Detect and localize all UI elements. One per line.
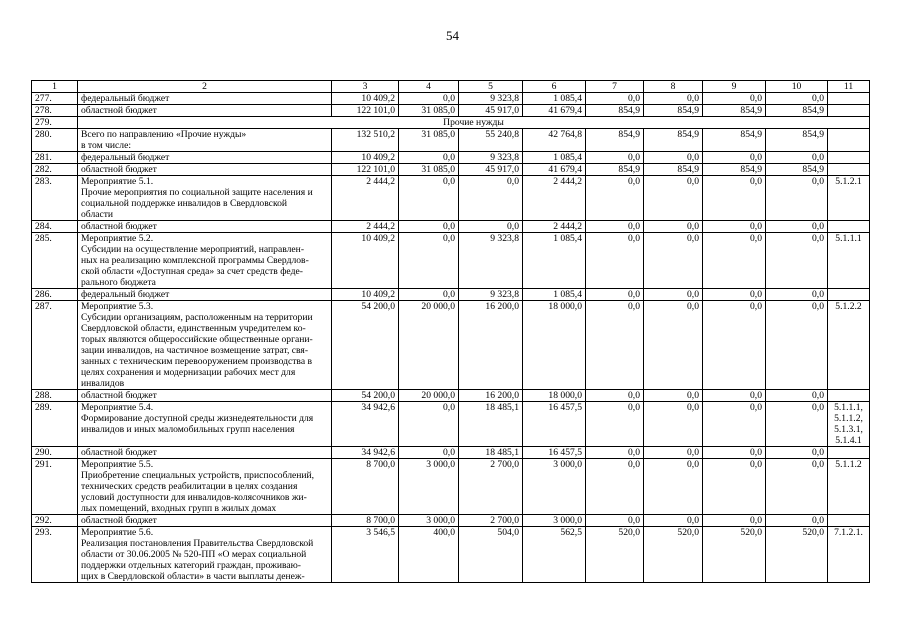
- value-cell: 0,0: [586, 459, 644, 515]
- value-cell: 31 085,0: [399, 164, 459, 176]
- value-cell: 0,0: [703, 221, 766, 233]
- table-row: [32, 515, 870, 527]
- header-cell: 7: [586, 81, 644, 93]
- value-cell: 2 444,2: [523, 176, 586, 221]
- value-cell: 520,0: [586, 527, 644, 583]
- value-cell: 0,0: [703, 93, 766, 105]
- value-cell: 9 323,8: [459, 152, 523, 164]
- target-code: 5.1.1.2: [828, 459, 870, 515]
- target-code: [828, 447, 870, 459]
- value-cell: 31 085,0: [399, 105, 459, 117]
- value-cell: 0,0: [644, 459, 703, 515]
- value-cell: 41 679,4: [523, 164, 586, 176]
- row-number: 293.: [32, 527, 78, 583]
- table-row: [32, 164, 870, 176]
- value-cell: 854,9: [644, 105, 703, 117]
- row-number: 289.: [32, 402, 78, 447]
- value-cell: 0,0: [459, 221, 523, 233]
- value-cell: 2 444,2: [523, 221, 586, 233]
- value-cell: 0,0: [703, 176, 766, 221]
- value-cell: 0,0: [399, 152, 459, 164]
- value-cell: 3 546,5: [332, 527, 399, 583]
- target-code: 5.1.1.1: [828, 233, 870, 289]
- table-row: [32, 221, 870, 233]
- value-cell: 1 085,4: [523, 93, 586, 105]
- value-cell: 854,9: [766, 105, 828, 117]
- value-cell: 0,0: [703, 289, 766, 301]
- value-cell: 54 200,0: [332, 390, 399, 402]
- target-code: [828, 515, 870, 527]
- value-cell: 0,0: [586, 390, 644, 402]
- value-cell: 0,0: [766, 459, 828, 515]
- row-number: 292.: [32, 515, 78, 527]
- value-cell: 0,0: [399, 402, 459, 447]
- value-cell: 34 942,6: [332, 447, 399, 459]
- value-cell: 0,0: [703, 152, 766, 164]
- value-cell: 400,0: [399, 527, 459, 583]
- value-cell: 854,9: [766, 129, 828, 152]
- value-cell: 42 764,8: [523, 129, 586, 152]
- table-row: [32, 301, 870, 390]
- value-cell: 3 000,0: [399, 515, 459, 527]
- header-cell: 2: [78, 81, 332, 93]
- value-cell: 122 101,0: [332, 105, 399, 117]
- value-cell: 0,0: [644, 289, 703, 301]
- row-title: областной бюджет: [78, 515, 332, 527]
- value-cell: 9 323,8: [459, 289, 523, 301]
- value-cell: 0,0: [586, 402, 644, 447]
- value-cell: 10 409,2: [332, 152, 399, 164]
- value-cell: 0,0: [644, 301, 703, 390]
- value-cell: 0,0: [644, 176, 703, 221]
- value-cell: 18 000,0: [523, 390, 586, 402]
- value-cell: 0,0: [766, 289, 828, 301]
- value-cell: 0,0: [459, 176, 523, 221]
- row-number: 288.: [32, 390, 78, 402]
- table-row: [32, 527, 870, 583]
- value-cell: 45 917,0: [459, 105, 523, 117]
- row-title: Мероприятие 5.6. Реализация постановления Правительства Свердловской области от 30.06.2005 № 520-ПП «О мерах социальной поддержки отдельных категорий граждан, проживаю- щих в Свердловской области» в части выплаты денеж-: [78, 527, 332, 583]
- header-cell: 8: [644, 81, 703, 93]
- row-number: 290.: [32, 447, 78, 459]
- value-cell: 854,9: [586, 129, 644, 152]
- value-cell: 0,0: [399, 93, 459, 105]
- row-number: 283.: [32, 176, 78, 221]
- header-cell: 6: [523, 81, 586, 93]
- header-row: [32, 81, 870, 93]
- row-title: Мероприятие 5.3. Субсидии организациям, расположенным на территории Свердловской области, единственным учредителем ко- торых являются общероссийские общественные органи- зации инвалидов, на частичное возмещение затрат, свя- занных с техническим перевооружением производства в целях сохранения и модернизации рабочих мест для инвалидов: [78, 301, 332, 390]
- value-cell: 3 000,0: [399, 459, 459, 515]
- value-cell: 2 444,2: [332, 176, 399, 221]
- table-row: [32, 152, 870, 164]
- header-cell: 5: [459, 81, 523, 93]
- value-cell: 0,0: [766, 221, 828, 233]
- table-row: [32, 390, 870, 402]
- value-cell: 0,0: [644, 221, 703, 233]
- value-cell: 9 323,8: [459, 233, 523, 289]
- value-cell: 132 510,2: [332, 129, 399, 152]
- value-cell: 0,0: [644, 152, 703, 164]
- value-cell: 0,0: [703, 402, 766, 447]
- row-number: 279.: [32, 117, 78, 129]
- value-cell: 8 700,0: [332, 459, 399, 515]
- table-row: [32, 176, 870, 221]
- budget-table: [31, 80, 870, 583]
- value-cell: 854,9: [703, 129, 766, 152]
- value-cell: 0,0: [586, 301, 644, 390]
- value-cell: 18 485,1: [459, 402, 523, 447]
- value-cell: 520,0: [644, 527, 703, 583]
- value-cell: 55 240,8: [459, 129, 523, 152]
- row-title: Мероприятие 5.5. Приобретение специальных устройств, приспособлений, технических средств реабилитации в целях создания условий доступности для инвалидов-колясочников жи- лых помещений, входных групп в жилых домах: [78, 459, 332, 515]
- header-cell: 9: [703, 81, 766, 93]
- value-cell: 0,0: [644, 515, 703, 527]
- value-cell: 2 700,0: [459, 459, 523, 515]
- value-cell: 0,0: [766, 515, 828, 527]
- header-cell: 4: [399, 81, 459, 93]
- value-cell: 2 444,2: [332, 221, 399, 233]
- row-title: Мероприятие 5.1. Прочие мероприятия по социальной защите населения и социальной поддержке инвалидов в Свердловской области: [78, 176, 332, 221]
- table-row: [32, 233, 870, 289]
- value-cell: 854,9: [586, 105, 644, 117]
- target-code: 5.1.1.1, 5.1.1.2, 5.1.3.1, 5.1.4.1: [828, 402, 870, 447]
- target-code: [828, 164, 870, 176]
- row-number: 282.: [32, 164, 78, 176]
- table-row: [32, 129, 870, 152]
- value-cell: 0,0: [399, 233, 459, 289]
- value-cell: 16 457,5: [523, 447, 586, 459]
- value-cell: 122 101,0: [332, 164, 399, 176]
- target-code: [828, 93, 870, 105]
- target-code: 5.1.2.2: [828, 301, 870, 390]
- table-row: [32, 93, 870, 105]
- row-title: областной бюджет: [78, 221, 332, 233]
- value-cell: 854,9: [586, 164, 644, 176]
- row-title: Мероприятие 5.2. Субсидии на осуществление мероприятий, направлен- ных на реализацию комплексной программы Свердлов- ской области «Доступная среда» за счет средств феде- рального бюджета: [78, 233, 332, 289]
- value-cell: 0,0: [703, 390, 766, 402]
- value-cell: 0,0: [586, 515, 644, 527]
- value-cell: 16 200,0: [459, 390, 523, 402]
- row-number: 291.: [32, 459, 78, 515]
- value-cell: 854,9: [644, 129, 703, 152]
- page-number: 54: [446, 28, 459, 43]
- target-code: [828, 390, 870, 402]
- row-title: областной бюджет: [78, 164, 332, 176]
- section-title: Прочие нужды: [78, 117, 870, 129]
- table-row: [32, 117, 870, 129]
- value-cell: 16 457,5: [523, 402, 586, 447]
- value-cell: 520,0: [766, 527, 828, 583]
- header-cell: 3: [332, 81, 399, 93]
- value-cell: 0,0: [766, 93, 828, 105]
- row-number: 278.: [32, 105, 78, 117]
- value-cell: 0,0: [766, 152, 828, 164]
- target-code: [828, 105, 870, 117]
- value-cell: 0,0: [644, 402, 703, 447]
- value-cell: 45 917,0: [459, 164, 523, 176]
- value-cell: 0,0: [586, 176, 644, 221]
- row-number: 286.: [32, 289, 78, 301]
- value-cell: 1 085,4: [523, 289, 586, 301]
- value-cell: 520,0: [703, 527, 766, 583]
- value-cell: 1 085,4: [523, 233, 586, 289]
- table-row: [32, 447, 870, 459]
- target-code: [828, 289, 870, 301]
- value-cell: 854,9: [703, 105, 766, 117]
- value-cell: 0,0: [703, 233, 766, 289]
- target-code: [828, 221, 870, 233]
- value-cell: 0,0: [766, 390, 828, 402]
- row-title: Всего по направлению «Прочие нужды» в том числе:: [78, 129, 332, 152]
- value-cell: 54 200,0: [332, 301, 399, 390]
- value-cell: 0,0: [766, 447, 828, 459]
- row-title: областной бюджет: [78, 105, 332, 117]
- value-cell: 0,0: [644, 233, 703, 289]
- value-cell: 0,0: [766, 402, 828, 447]
- target-code: [828, 152, 870, 164]
- value-cell: 0,0: [766, 233, 828, 289]
- row-number: 287.: [32, 301, 78, 390]
- table-row: [32, 105, 870, 117]
- value-cell: 0,0: [644, 447, 703, 459]
- value-cell: 2 700,0: [459, 515, 523, 527]
- row-title: областной бюджет: [78, 447, 332, 459]
- value-cell: 0,0: [703, 447, 766, 459]
- value-cell: 18 485,1: [459, 447, 523, 459]
- table-row: [32, 289, 870, 301]
- value-cell: 0,0: [766, 176, 828, 221]
- row-title: федеральный бюджет: [78, 152, 332, 164]
- row-title: федеральный бюджет: [78, 289, 332, 301]
- value-cell: 0,0: [644, 93, 703, 105]
- value-cell: 0,0: [703, 515, 766, 527]
- value-cell: 20 000,0: [399, 301, 459, 390]
- row-number: 277.: [32, 93, 78, 105]
- value-cell: 0,0: [586, 289, 644, 301]
- row-number: 285.: [32, 233, 78, 289]
- row-title: федеральный бюджет: [78, 93, 332, 105]
- value-cell: 3 000,0: [523, 515, 586, 527]
- value-cell: 0,0: [399, 176, 459, 221]
- value-cell: 0,0: [703, 459, 766, 515]
- target-code: 5.1.2.1: [828, 176, 870, 221]
- target-code: 7.1.2.1.: [828, 527, 870, 583]
- value-cell: 0,0: [644, 390, 703, 402]
- row-number: 280.: [32, 129, 78, 152]
- value-cell: 0,0: [586, 447, 644, 459]
- value-cell: 0,0: [586, 221, 644, 233]
- value-cell: 504,0: [459, 527, 523, 583]
- value-cell: 3 000,0: [523, 459, 586, 515]
- row-number: 284.: [32, 221, 78, 233]
- value-cell: 1 085,4: [523, 152, 586, 164]
- target-code: [828, 129, 870, 152]
- value-cell: 562,5: [523, 527, 586, 583]
- row-number: 281.: [32, 152, 78, 164]
- value-cell: 854,9: [766, 164, 828, 176]
- value-cell: 16 200,0: [459, 301, 523, 390]
- value-cell: 34 942,6: [332, 402, 399, 447]
- value-cell: 0,0: [399, 221, 459, 233]
- value-cell: 0,0: [586, 233, 644, 289]
- value-cell: 0,0: [399, 447, 459, 459]
- table-row: [32, 402, 870, 447]
- value-cell: 20 000,0: [399, 390, 459, 402]
- value-cell: 0,0: [586, 93, 644, 105]
- value-cell: 0,0: [399, 289, 459, 301]
- value-cell: 18 000,0: [523, 301, 586, 390]
- value-cell: 0,0: [703, 301, 766, 390]
- header-cell: 11: [828, 81, 870, 93]
- value-cell: 31 085,0: [399, 129, 459, 152]
- value-cell: 10 409,2: [332, 289, 399, 301]
- header-cell: 10: [766, 81, 828, 93]
- value-cell: 41 679,4: [523, 105, 586, 117]
- row-title: областной бюджет: [78, 390, 332, 402]
- value-cell: 854,9: [644, 164, 703, 176]
- row-title: Мероприятие 5.4. Формирование доступной среды жизнедеятельности для инвалидов и иных маломобильных групп населения: [78, 402, 332, 447]
- value-cell: 854,9: [703, 164, 766, 176]
- value-cell: 8 700,0: [332, 515, 399, 527]
- value-cell: 10 409,2: [332, 93, 399, 105]
- value-cell: 0,0: [766, 301, 828, 390]
- value-cell: 0,0: [586, 152, 644, 164]
- header-cell: 1: [32, 81, 78, 93]
- value-cell: 10 409,2: [332, 233, 399, 289]
- table-row: [32, 459, 870, 515]
- value-cell: 9 323,8: [459, 93, 523, 105]
